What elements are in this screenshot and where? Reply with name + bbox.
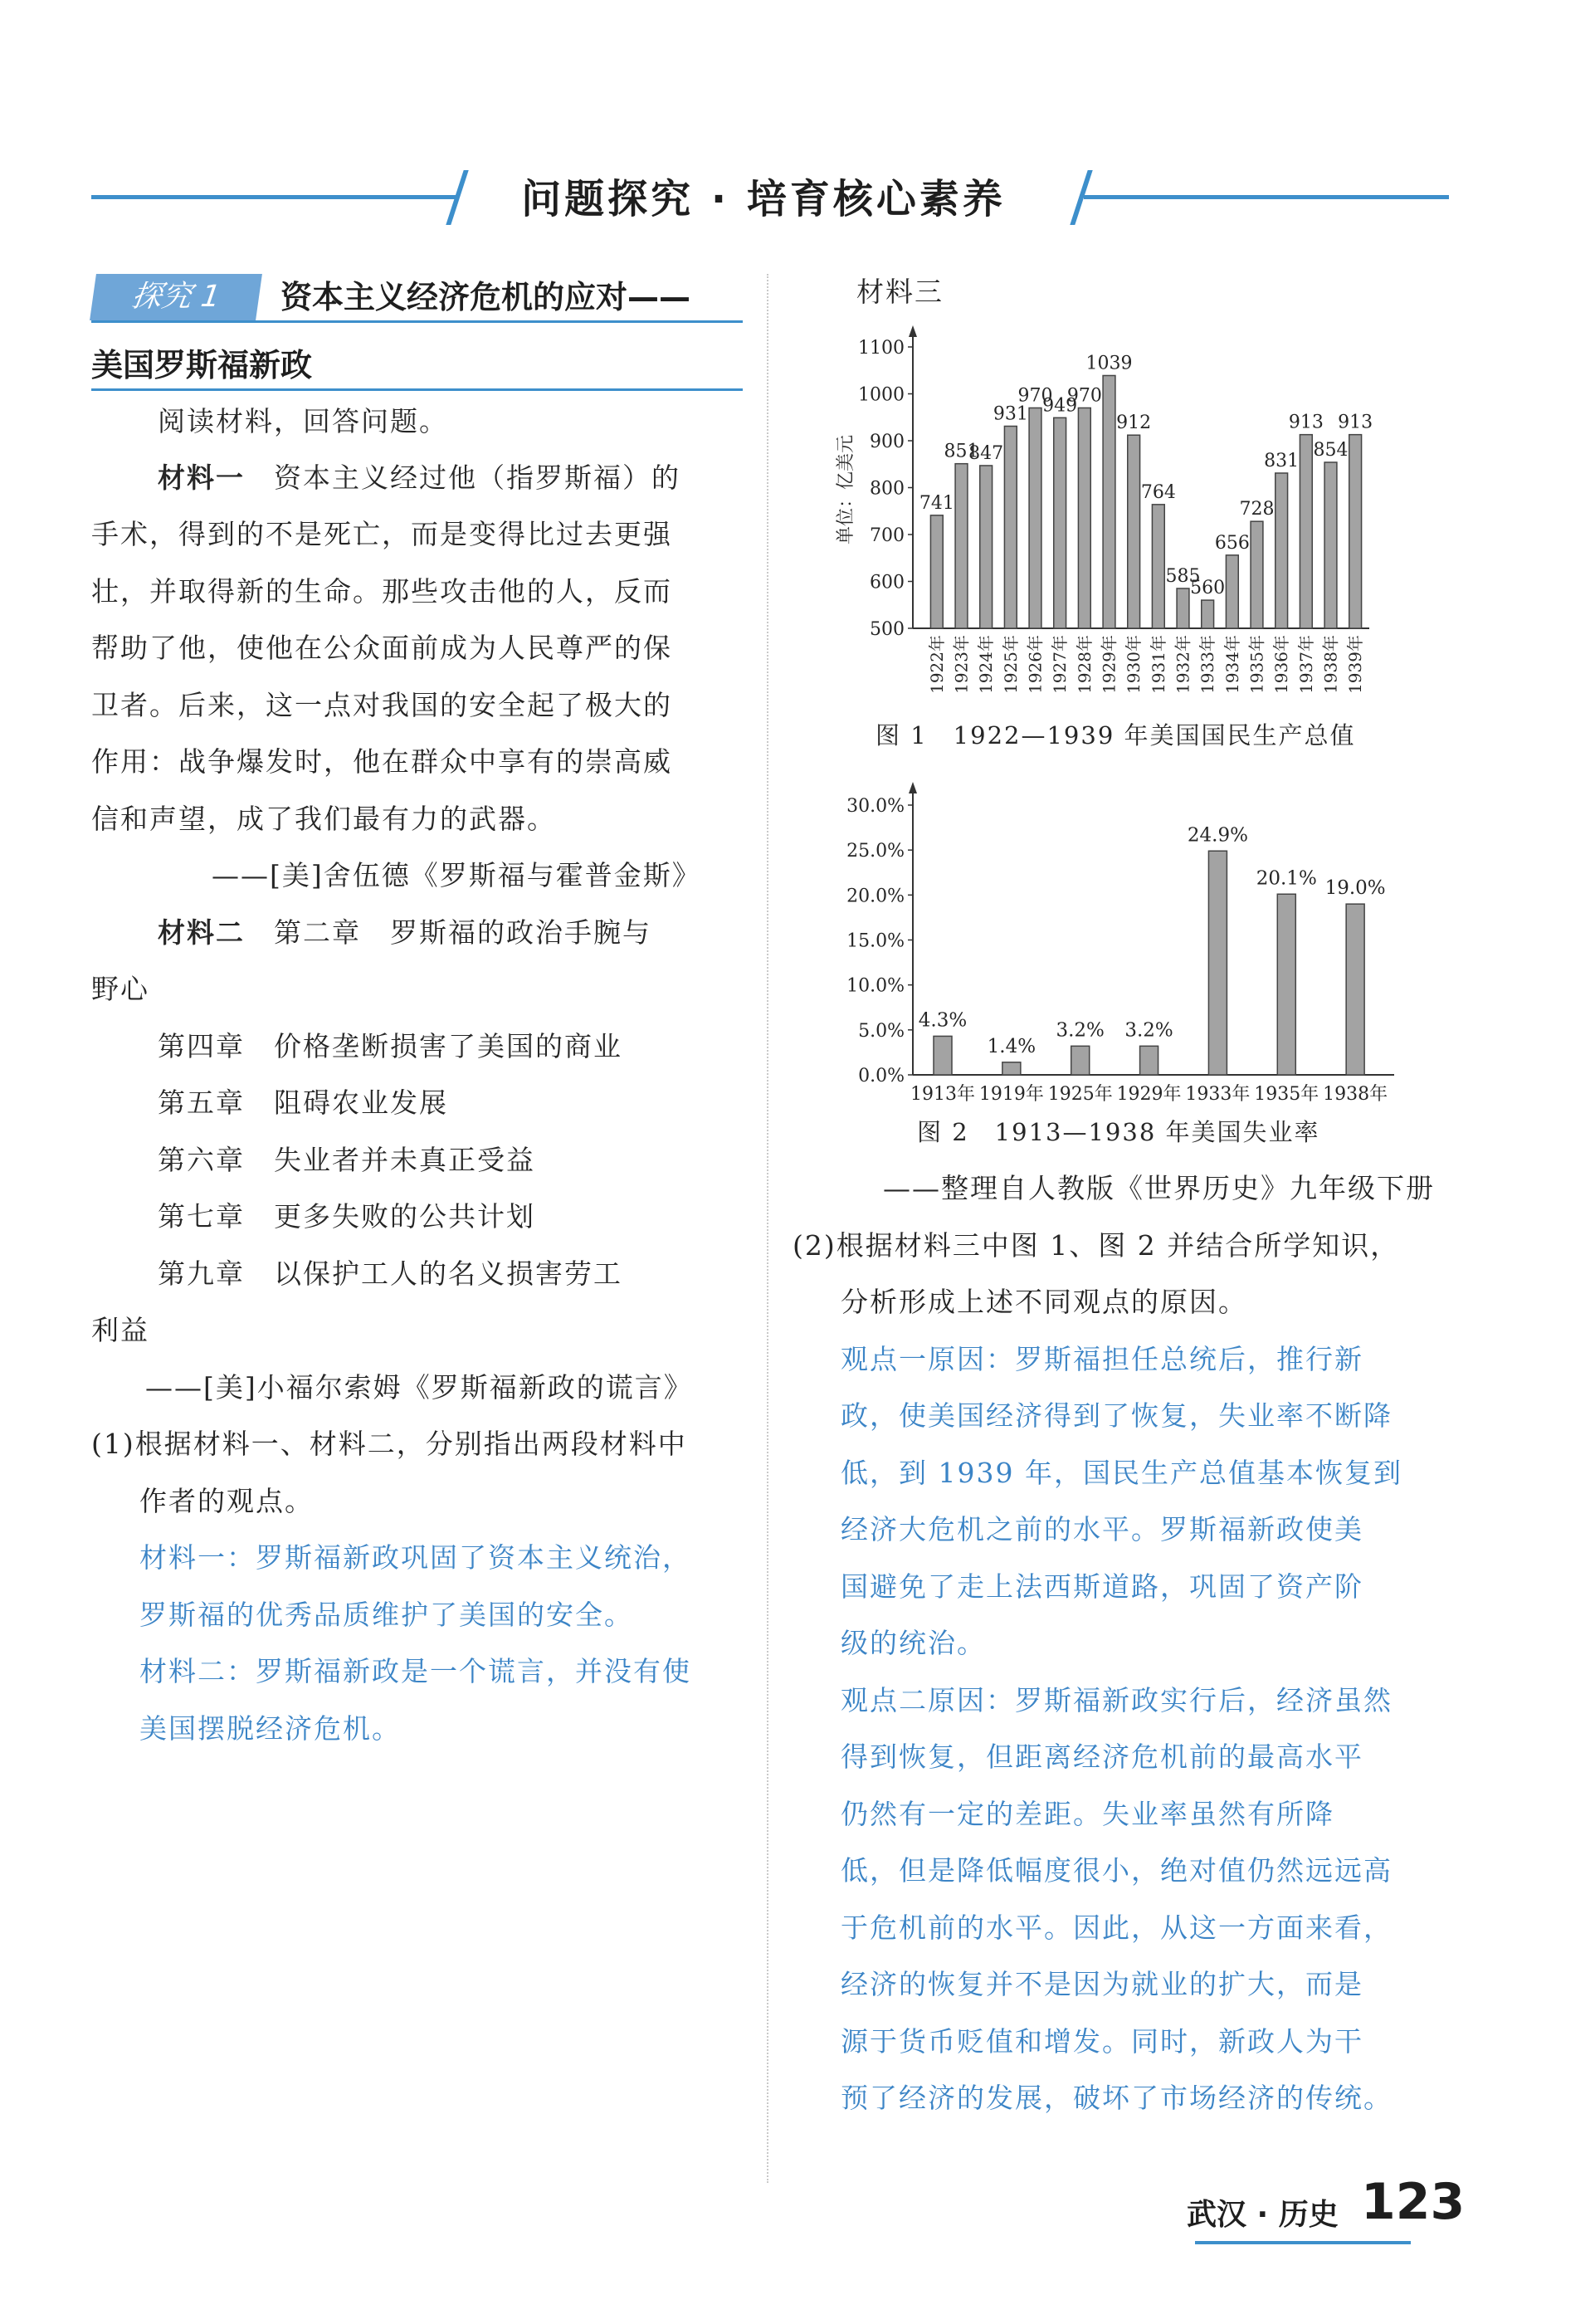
question2-line1: (2)根据材料三中图 1、图 2 并结合所学知识， bbox=[793, 1229, 1400, 1262]
bar-value-label: 931 bbox=[993, 403, 1028, 425]
bar-value-label: 913 bbox=[1288, 412, 1324, 433]
y-axis-arrow bbox=[909, 782, 917, 793]
bar bbox=[1349, 435, 1362, 628]
bar bbox=[1002, 1062, 1021, 1075]
section-title-rule bbox=[91, 320, 743, 323]
material1-line: 手术，得到的不是死亡，而是变得比过去更强 bbox=[91, 518, 672, 550]
answer2-line: 于危机前的水平。因此，从这一方面来看， bbox=[841, 1911, 1393, 1944]
bar-value-label: 728 bbox=[1239, 499, 1275, 520]
bar bbox=[1004, 426, 1017, 628]
bar bbox=[1300, 435, 1312, 628]
bar bbox=[1226, 555, 1238, 628]
answer1-line: 材料二：罗斯福新政是一个谎言，并没有使 bbox=[139, 1655, 691, 1687]
x-tick-label: 1927年 bbox=[1050, 635, 1071, 694]
bar-value-label: 560 bbox=[1190, 578, 1226, 599]
material1-line: 卫者。后来，这一点对我国的安全起了极大的 bbox=[91, 689, 672, 721]
material1-line: 作用：战争爆发时，他在群众中享有的崇高威 bbox=[91, 745, 672, 778]
bar bbox=[930, 515, 943, 628]
answer2-line: 源于货币贬值和增发。同时，新政人为干 bbox=[841, 2025, 1363, 2058]
y-tick-label: 5.0% bbox=[858, 1020, 905, 1042]
bar bbox=[1177, 588, 1189, 628]
y-axis-label: 单位：亿美元 bbox=[836, 434, 856, 545]
x-tick-label: 1939年 bbox=[1345, 635, 1366, 694]
bar-value-label: 912 bbox=[1116, 413, 1152, 434]
bar bbox=[1054, 417, 1066, 628]
page-header-title: 问题探究 · 培育核心素养 bbox=[521, 176, 1006, 222]
material2-chapter: 第九章 以保护工人的名义损害劳工 bbox=[158, 1257, 622, 1290]
answer1-line: 材料一：罗斯福新政巩固了资本主义统治， bbox=[139, 1541, 691, 1574]
x-tick-label: 1938年 bbox=[1320, 635, 1341, 694]
y-tick-label: 25.0% bbox=[846, 841, 905, 862]
bar bbox=[1202, 600, 1214, 628]
bar bbox=[1140, 1046, 1158, 1075]
x-tick-label: 1929年 bbox=[1099, 635, 1119, 694]
x-tick-label: 1935年 bbox=[1246, 635, 1267, 694]
material2-chapter: 第二章 罗斯福的政治手腕与 bbox=[274, 916, 651, 949]
header-rule-right bbox=[1084, 195, 1449, 199]
answer2-line: 经济大危机之前的水平。罗斯福新政使美 bbox=[841, 1513, 1363, 1545]
x-tick-label: 1925年 bbox=[1047, 1084, 1113, 1105]
bar-value-label: 20.1% bbox=[1256, 867, 1317, 890]
bar bbox=[1152, 505, 1164, 628]
material2-chapter: 第六章 失业者并未真正受益 bbox=[158, 1144, 535, 1176]
bar-value-label: 19.0% bbox=[1324, 877, 1386, 900]
section-badge: 探究 1 bbox=[90, 274, 262, 320]
section-title-rule2 bbox=[91, 388, 743, 391]
answer2-line: 低，但是降低幅度很小，绝对值仍然远远高 bbox=[841, 1854, 1393, 1887]
x-tick-label: 1933年 bbox=[1185, 1084, 1251, 1105]
answer2-line: 得到恢复，但距离经济危机前的最高水平 bbox=[841, 1741, 1363, 1773]
bar-value-label: 4.3% bbox=[918, 1009, 968, 1032]
material1-first-line bbox=[158, 450, 680, 507]
answer2-line: 低，到 1939 年，国民生产总值基本恢复到 bbox=[841, 1457, 1402, 1489]
x-tick-label: 1926年 bbox=[1025, 635, 1046, 694]
x-tick-label: 1928年 bbox=[1074, 635, 1095, 694]
bar-value-label: 3.2% bbox=[1124, 1019, 1173, 1042]
material3-label: 材料三 bbox=[856, 276, 944, 308]
bar-value-label: 585 bbox=[1165, 565, 1201, 587]
bar-value-label: 851 bbox=[944, 441, 979, 462]
bar bbox=[934, 1036, 952, 1075]
x-tick-label: 1923年 bbox=[951, 635, 972, 694]
bar-value-label: 847 bbox=[968, 442, 1004, 464]
y-tick-label: 0.0% bbox=[858, 1066, 905, 1086]
bar bbox=[1346, 904, 1364, 1075]
material2-chapter-cont: 利益 bbox=[91, 1314, 149, 1346]
x-tick-label: 1930年 bbox=[1124, 635, 1144, 694]
y-tick-label: 10.0% bbox=[846, 975, 905, 997]
material1-line: 帮助了他，使他在公众面前成为人民尊严的保 bbox=[91, 632, 672, 664]
bar bbox=[1071, 1046, 1090, 1075]
bar bbox=[1078, 408, 1090, 628]
x-tick-label: 1924年 bbox=[976, 635, 997, 694]
bar-value-label: 24.9% bbox=[1187, 824, 1248, 847]
answer1-line: 美国摆脱经济危机。 bbox=[139, 1712, 401, 1745]
intro-text: 阅读材料，回答问题。 bbox=[158, 405, 448, 437]
bar bbox=[1324, 462, 1337, 628]
y-tick-label: 1000 bbox=[858, 384, 905, 406]
material2-chapter: 第四章 价格垄断损害了美国的商业 bbox=[158, 1030, 622, 1062]
y-tick-label: 700 bbox=[870, 525, 905, 546]
answer2-line: 预了经济的发展，破坏了市场经济的传统。 bbox=[841, 2082, 1393, 2114]
answer1-line: 罗斯福的优秀品质维护了美国的安全。 bbox=[139, 1599, 633, 1631]
y-tick-label: 1100 bbox=[858, 338, 905, 359]
x-tick-label: 1913年 bbox=[910, 1084, 975, 1105]
y-tick-label: 500 bbox=[870, 619, 905, 640]
material2-source: ——[美]小福尔索姆《罗斯福新政的谎言》 bbox=[145, 1371, 693, 1404]
question1-line2: 作者的观点。 bbox=[139, 1485, 314, 1517]
material2-chapter: 第五章 阻碍农业发展 bbox=[158, 1086, 448, 1119]
column-divider bbox=[767, 274, 768, 2183]
answer2-line: 级的统治。 bbox=[841, 1627, 986, 1659]
bar-value-label: 970 bbox=[1017, 385, 1053, 407]
bar bbox=[1029, 408, 1041, 628]
x-tick-label: 1934年 bbox=[1222, 635, 1242, 694]
bar bbox=[955, 464, 968, 628]
header-rule-left bbox=[91, 195, 456, 199]
answer2-line: 国避免了走上法西斯道路，巩固了资产阶 bbox=[841, 1570, 1363, 1603]
material2-label: 材料二 bbox=[158, 916, 245, 949]
chart-gnp bbox=[822, 324, 1419, 755]
material1-line: 壮，并取得新的生命。那些攻击他的人，反而 bbox=[91, 575, 672, 608]
material1-line: 资本主义经过他（指罗斯福）的 bbox=[274, 461, 680, 494]
bar bbox=[1208, 851, 1227, 1075]
bar bbox=[980, 466, 993, 628]
x-tick-label: 1919年 bbox=[978, 1084, 1044, 1105]
x-tick-label: 1932年 bbox=[1173, 635, 1193, 694]
bar-value-label: 1.4% bbox=[987, 1035, 1037, 1057]
answer2-line: 政，使美国经济得到了恢复，失业率不断降 bbox=[841, 1399, 1393, 1432]
answer2-line: 观点二原因：罗斯福新政实行后，经济虽然 bbox=[841, 1684, 1393, 1716]
y-tick-label: 900 bbox=[870, 432, 905, 452]
y-tick-label: 20.0% bbox=[846, 886, 905, 907]
section-title-line1: 资本主义经济危机的应对—— bbox=[280, 279, 691, 315]
x-tick-label: 1933年 bbox=[1197, 635, 1218, 694]
page-number: 123 bbox=[1361, 2173, 1466, 2231]
material2-chapter: 第七章 更多失败的公共计划 bbox=[158, 1200, 535, 1233]
answer2-line: 仍然有一定的差距。失业率虽然有所降 bbox=[841, 1798, 1334, 1830]
x-tick-label: 1936年 bbox=[1271, 635, 1292, 694]
bar bbox=[1277, 894, 1295, 1075]
answer2-line: 经济的恢复并不是因为就业的扩大，而是 bbox=[841, 1968, 1363, 2000]
question2-line2: 分析形成上述不同观点的原因。 bbox=[841, 1286, 1247, 1318]
bar-value-label: 970 bbox=[1066, 385, 1102, 407]
y-tick-label: 30.0% bbox=[846, 796, 905, 817]
question1-line1: (1)根据材料一、材料二，分别指出两段材料中 bbox=[91, 1428, 687, 1460]
material2-first-line bbox=[158, 905, 651, 962]
bar-value-label: 741 bbox=[919, 492, 954, 514]
x-tick-label: 1922年 bbox=[926, 635, 947, 694]
bar bbox=[1103, 375, 1115, 628]
x-tick-label: 1929年 bbox=[1116, 1084, 1182, 1105]
material1-source: ——[美]舍伍德《罗斯福与霍普金斯》 bbox=[212, 859, 701, 891]
bar-value-label: 1039 bbox=[1085, 353, 1133, 374]
material3-source: ——整理自人教版《世界历史》九年级下册 bbox=[883, 1172, 1435, 1204]
y-axis-arrow bbox=[909, 325, 917, 337]
x-tick-label: 1925年 bbox=[1000, 635, 1021, 694]
bar-value-label: 854 bbox=[1313, 439, 1349, 461]
bar-value-label: 831 bbox=[1264, 450, 1300, 471]
bar-value-label: 3.2% bbox=[1056, 1019, 1105, 1042]
x-tick-label: 1938年 bbox=[1323, 1084, 1388, 1105]
material1-label: 材料一 bbox=[158, 461, 245, 494]
figure1-caption: 图 1 1922—1939 年美国国民生产总值 bbox=[876, 721, 1356, 749]
y-tick-label: 600 bbox=[870, 572, 905, 593]
x-tick-label: 1937年 bbox=[1295, 635, 1316, 694]
chart-unemployment bbox=[822, 772, 1419, 1120]
bar-value-label: 656 bbox=[1214, 532, 1250, 554]
section-title-line2: 美国罗斯福新政 bbox=[91, 347, 313, 383]
x-tick-label: 1935年 bbox=[1254, 1084, 1319, 1105]
figure2-caption: 图 2 1913—1938 年美国失业率 bbox=[917, 1118, 1320, 1146]
y-tick-label: 15.0% bbox=[846, 930, 905, 952]
bar-value-label: 949 bbox=[1042, 395, 1078, 417]
material2-chapter-cont: 野心 bbox=[91, 973, 149, 1005]
bar-value-label: 913 bbox=[1338, 412, 1373, 433]
footer-label: 武汉 · 历史 bbox=[1187, 2198, 1339, 2232]
answer2-line: 观点一原因：罗斯福担任总统后，推行新 bbox=[841, 1343, 1363, 1375]
bar-value-label: 764 bbox=[1140, 481, 1176, 503]
bar bbox=[1128, 435, 1140, 628]
x-tick-label: 1931年 bbox=[1148, 635, 1168, 694]
y-tick-label: 800 bbox=[870, 478, 905, 500]
bar bbox=[1276, 473, 1288, 628]
material1-line: 信和声望，成了我们最有力的武器。 bbox=[91, 803, 556, 835]
bar bbox=[1251, 521, 1263, 628]
footer-rule bbox=[1195, 2241, 1411, 2244]
